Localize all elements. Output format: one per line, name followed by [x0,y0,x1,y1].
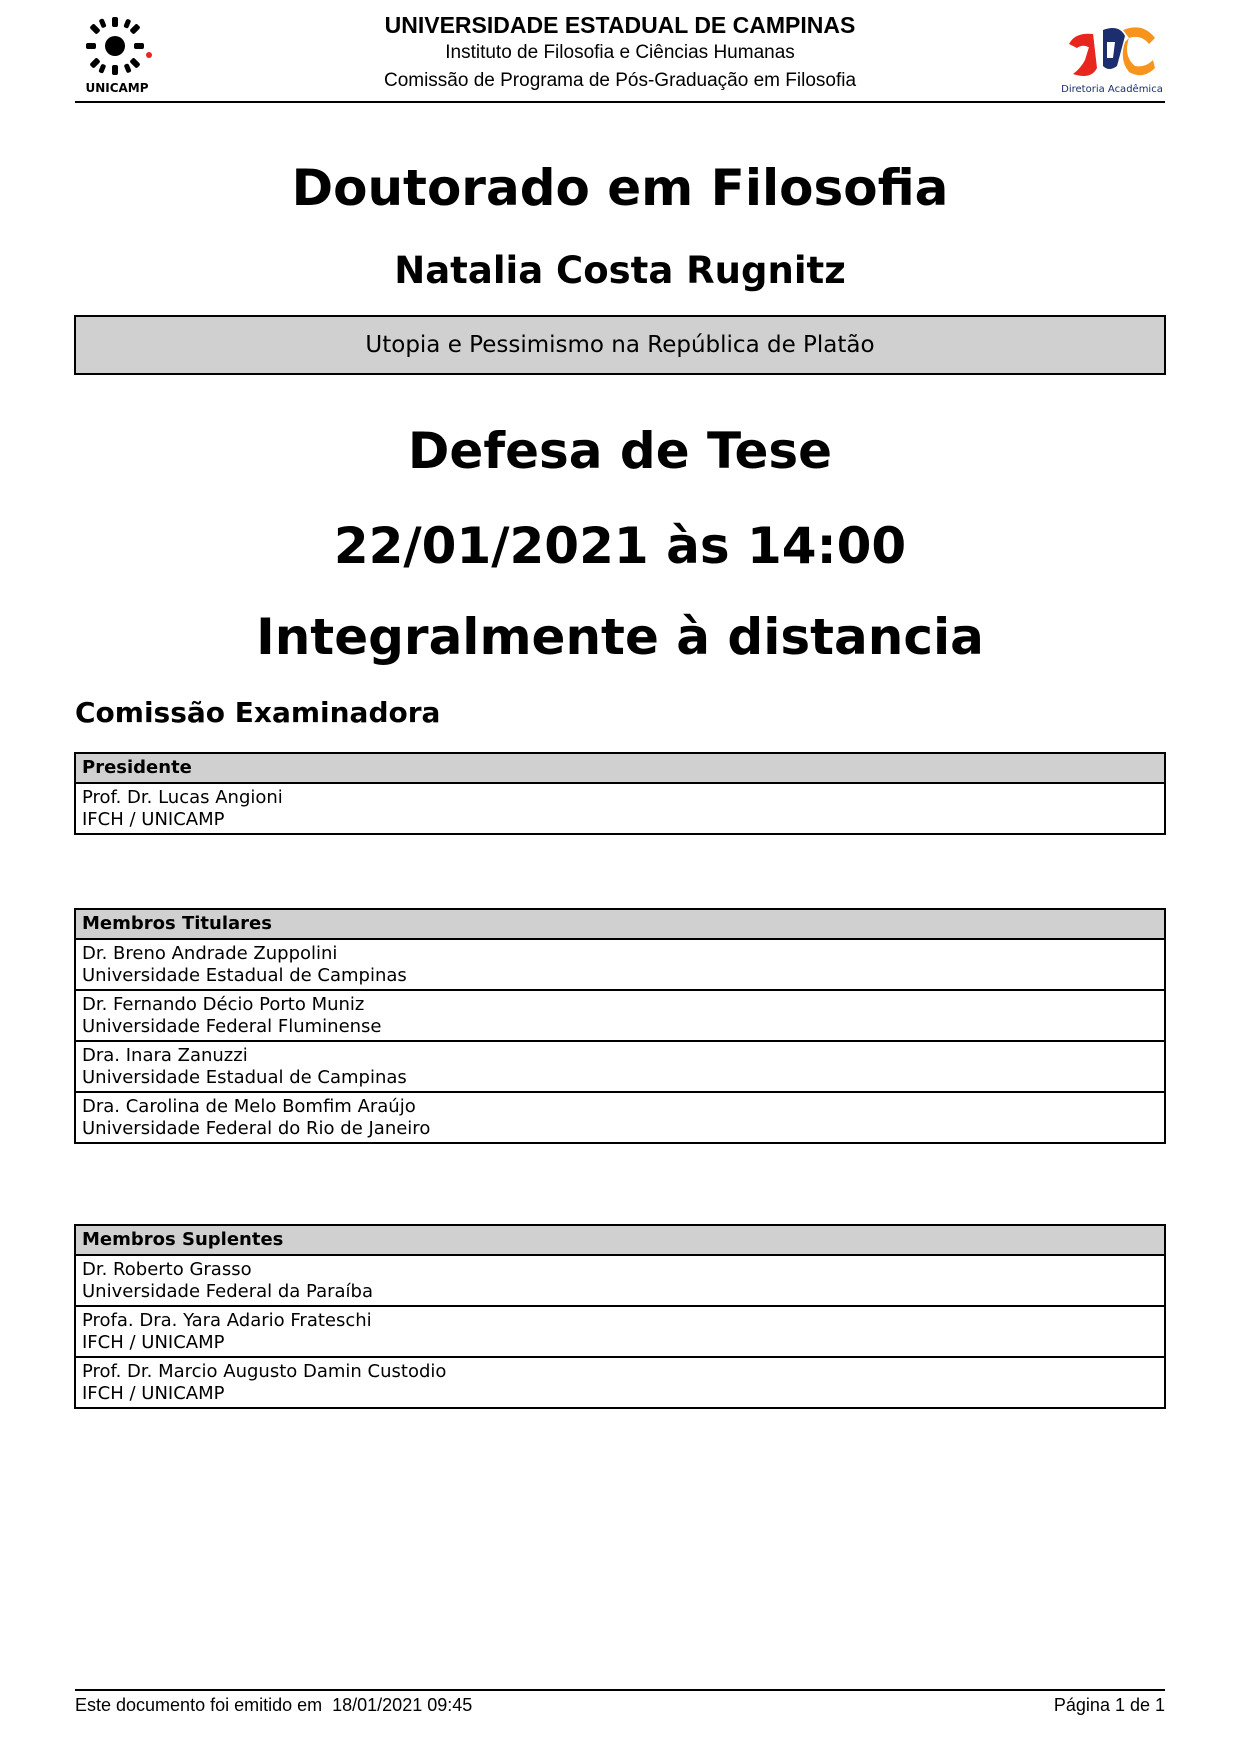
university-name: UNIVERSIDADE ESTADUAL DE CAMPINAS [384,12,856,38]
table-row [76,940,1164,991]
member-name: Profa. Dra. Yara Adario Frateschi [82,1310,372,1331]
member-affiliation: Universidade Federal da Paraíba [82,1281,374,1302]
table-row [76,1042,1164,1093]
table-header: Membros Titulares [76,910,1164,940]
member-name: Prof. Dr. Lucas Angioni [82,787,283,808]
thesis-title-box [74,315,1166,375]
svg-text:UNICAMP: UNICAMP [85,81,149,95]
table-row [76,1307,1164,1358]
event-location: Integralmente à distancia [256,608,984,666]
table-row [76,991,1164,1042]
member-name: Dr. Fernando Décio Porto Muniz [82,994,365,1015]
program-title: Doutorado em Filosofia [291,159,949,217]
president-table [74,752,1166,835]
member-affiliation: Universidade Federal Fluminense [82,1016,382,1037]
student-name: Natalia Costa Rugnitz [394,249,846,292]
member-affiliation: Universidade Estadual de Campinas [82,965,407,986]
table-header: Presidente [76,754,1164,784]
member-affiliation: IFCH / UNICAMP [82,809,225,830]
titulares-table [74,908,1166,1144]
svg-text:Diretoria Acadêmica: Diretoria Acadêmica [1061,84,1163,95]
member-affiliation: IFCH / UNICAMP [82,1332,225,1353]
document-header [75,8,1165,103]
member-name: Dr. Roberto Grasso [82,1259,252,1280]
event-title: Defesa de Tese [407,422,833,480]
member-name: Dr. Breno Andrade Zuppolini [82,943,338,964]
member-name: Dra. Inara Zanuzzi [82,1045,248,1066]
table-row [76,1256,1164,1307]
table-row [76,1093,1164,1144]
page-number: Página 1 de 1 [1053,1695,1165,1715]
thesis-title: Utopia e Pessimismo na República de Platão [365,332,875,358]
table-row [76,784,1164,835]
table-header: Membros Suplentes [76,1226,1164,1256]
commission-name: Comissão de Programa de Pós-Graduação em Filosofia [383,70,857,91]
member-affiliation: IFCH / UNICAMP [82,1383,225,1404]
institute-name: Instituto de Filosofia e Ciências Humanas [445,42,795,63]
member-affiliation: Universidade Federal do Rio de Janeiro [82,1118,431,1139]
committee-heading: Comissão Examinadora [75,696,441,729]
document-footer [75,1689,1165,1715]
member-affiliation: Universidade Estadual de Campinas [82,1067,407,1088]
member-name: Dra. Carolina de Melo Bomfim Araújo [82,1096,416,1117]
suplentes-table [74,1224,1166,1409]
header-text [75,8,1165,95]
event-datetime: 22/01/2021 às 14:00 [333,517,907,575]
diretoria-academica-logo [1059,22,1165,102]
member-name: Prof. Dr. Marcio Augusto Damin Custodio [82,1361,447,1382]
issued-timestamp: Este documento foi emitido em 18/01/2021 09:45 [75,1695,473,1715]
table-row [76,1358,1164,1409]
